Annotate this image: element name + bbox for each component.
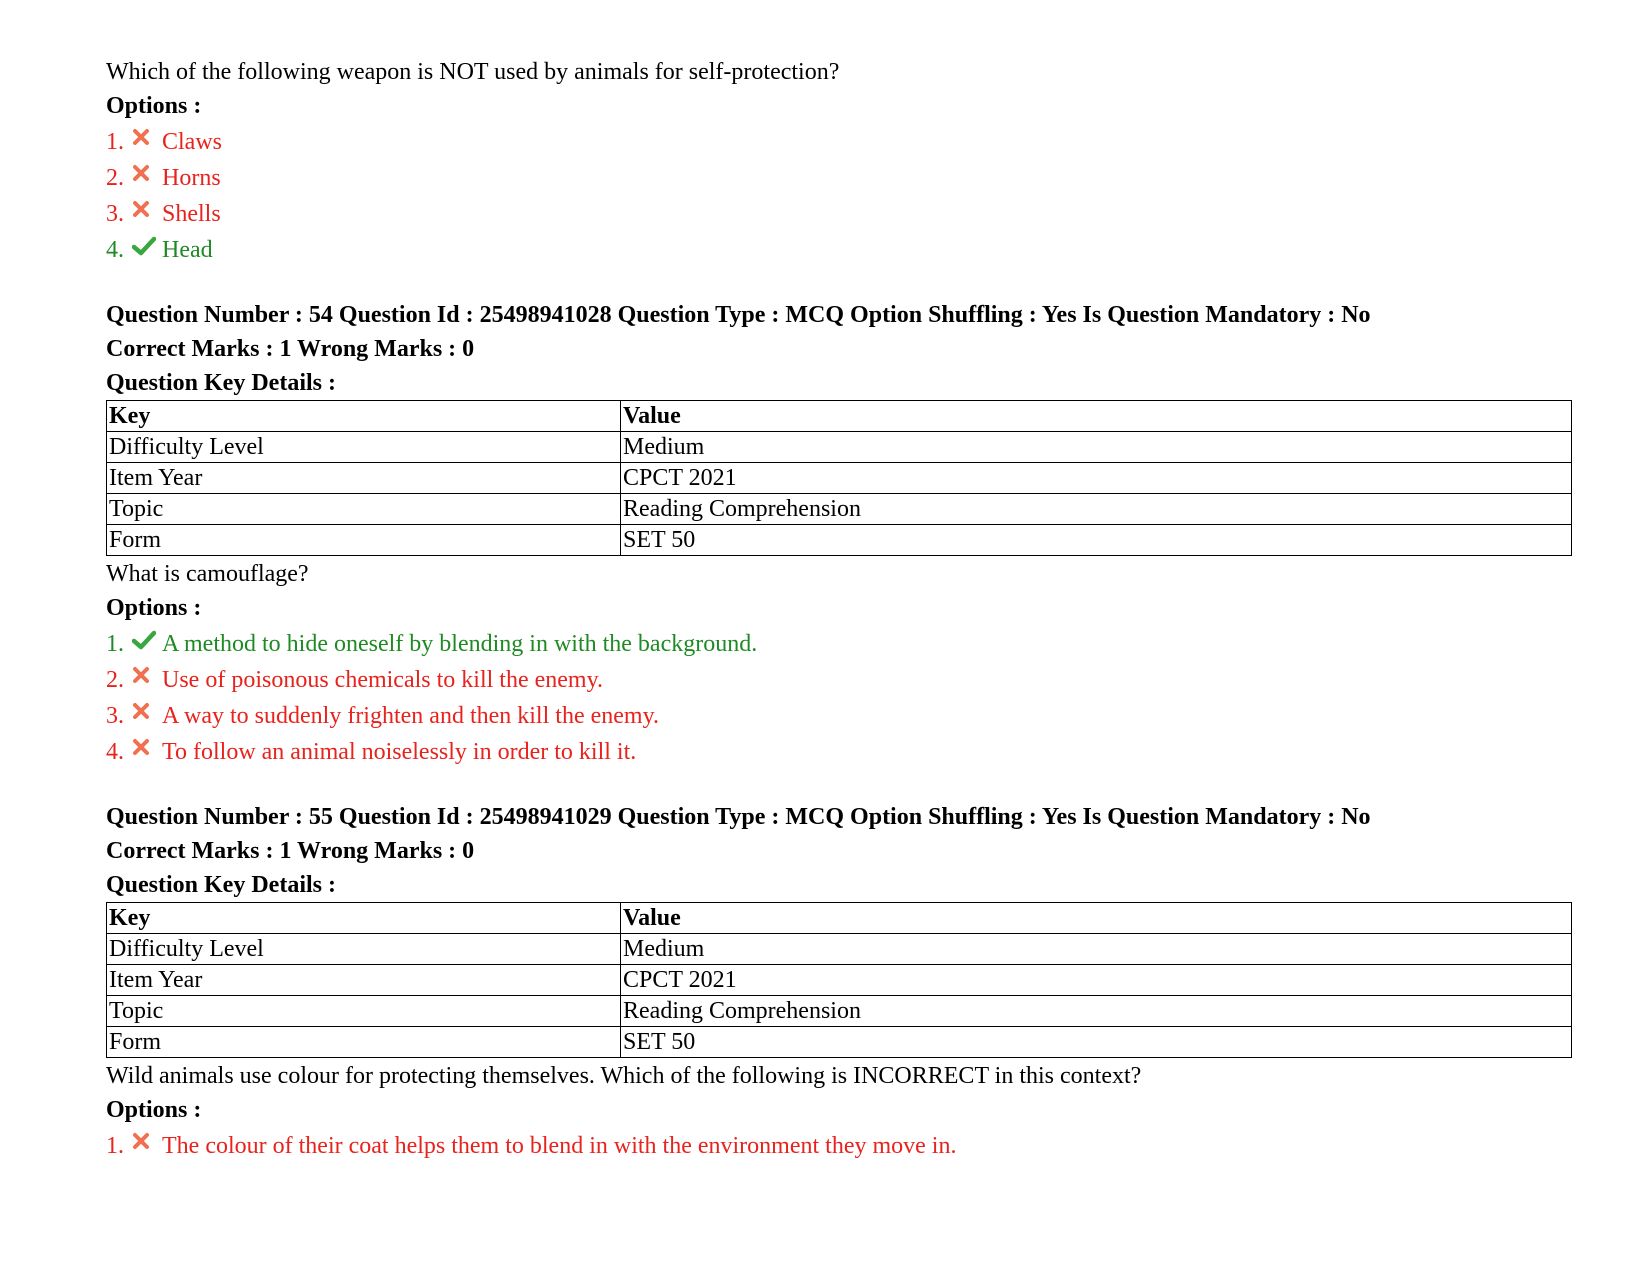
options-label: Options : bbox=[106, 1097, 202, 1123]
option-item: 3. Shells bbox=[106, 196, 1651, 232]
question-block-54 bbox=[106, 298, 1651, 770]
question-text: What is camouflage? bbox=[106, 561, 309, 587]
cross-icon bbox=[130, 662, 162, 698]
check-icon bbox=[130, 232, 162, 268]
question-text: Wild animals use colour for protecting themselves. Which of the following is INCORRECT in this context? bbox=[106, 1063, 1142, 1089]
question-block-55 bbox=[106, 800, 1651, 1164]
options-label: Options : bbox=[106, 595, 202, 621]
key-details-label: Question Key Details : bbox=[106, 872, 336, 898]
key-details-table bbox=[106, 400, 1572, 556]
cross-icon bbox=[130, 734, 162, 770]
cross-icon bbox=[130, 124, 162, 160]
option-item: 4. Head bbox=[106, 232, 1651, 268]
cross-icon bbox=[130, 698, 162, 734]
table-row: Key Value bbox=[107, 903, 1572, 934]
table-row: Difficulty Level Medium bbox=[107, 432, 1572, 463]
marks-line: Correct Marks : 1 Wrong Marks : 0 bbox=[106, 838, 475, 864]
option-item: 1. Claws bbox=[106, 124, 1651, 160]
table-row: Item Year CPCT 2021 bbox=[107, 463, 1572, 494]
option-item: 4. To follow an animal noiselessly in order to kill it. bbox=[106, 734, 1651, 770]
question-header: Question Number : 55 Question Id : 25498941029 Question Type : MCQ Option Shuffling : Yes Is Question Mandatory : No bbox=[106, 804, 1371, 830]
table-row: Form SET 50 bbox=[107, 1027, 1572, 1058]
option-item: 3. A way to suddenly frighten and then kill the enemy. bbox=[106, 698, 1651, 734]
table-row: Key Value bbox=[107, 401, 1572, 432]
cross-icon bbox=[130, 196, 162, 232]
option-item: 2. Use of poisonous chemicals to kill the enemy. bbox=[106, 662, 1651, 698]
marks-line: Correct Marks : 1 Wrong Marks : 0 bbox=[106, 336, 475, 362]
question-block-53 bbox=[106, 0, 1651, 268]
check-icon bbox=[130, 626, 162, 662]
table-row: Topic Reading Comprehension bbox=[107, 996, 1572, 1027]
options-label: Options : bbox=[106, 93, 202, 119]
table-row: Form SET 50 bbox=[107, 525, 1572, 556]
option-item: 2. Horns bbox=[106, 160, 1651, 196]
option-item: 1. A method to hide oneself by blending in with the background. bbox=[106, 626, 1651, 662]
question-header: Question Number : 54 Question Id : 25498941028 Question Type : MCQ Option Shuffling : Yes Is Question Mandatory : No bbox=[106, 302, 1371, 328]
cross-icon bbox=[130, 160, 162, 196]
table-row: Item Year CPCT 2021 bbox=[107, 965, 1572, 996]
table-row: Topic Reading Comprehension bbox=[107, 494, 1572, 525]
option-item: 1. The colour of their coat helps them to blend in with the environment they move in. bbox=[106, 1128, 1651, 1164]
key-details-label: Question Key Details : bbox=[106, 370, 336, 396]
question-text: Which of the following weapon is NOT used by animals for self-protection? bbox=[106, 59, 840, 85]
key-details-table bbox=[106, 902, 1572, 1058]
cross-icon bbox=[130, 1128, 162, 1164]
table-row: Difficulty Level Medium bbox=[107, 934, 1572, 965]
